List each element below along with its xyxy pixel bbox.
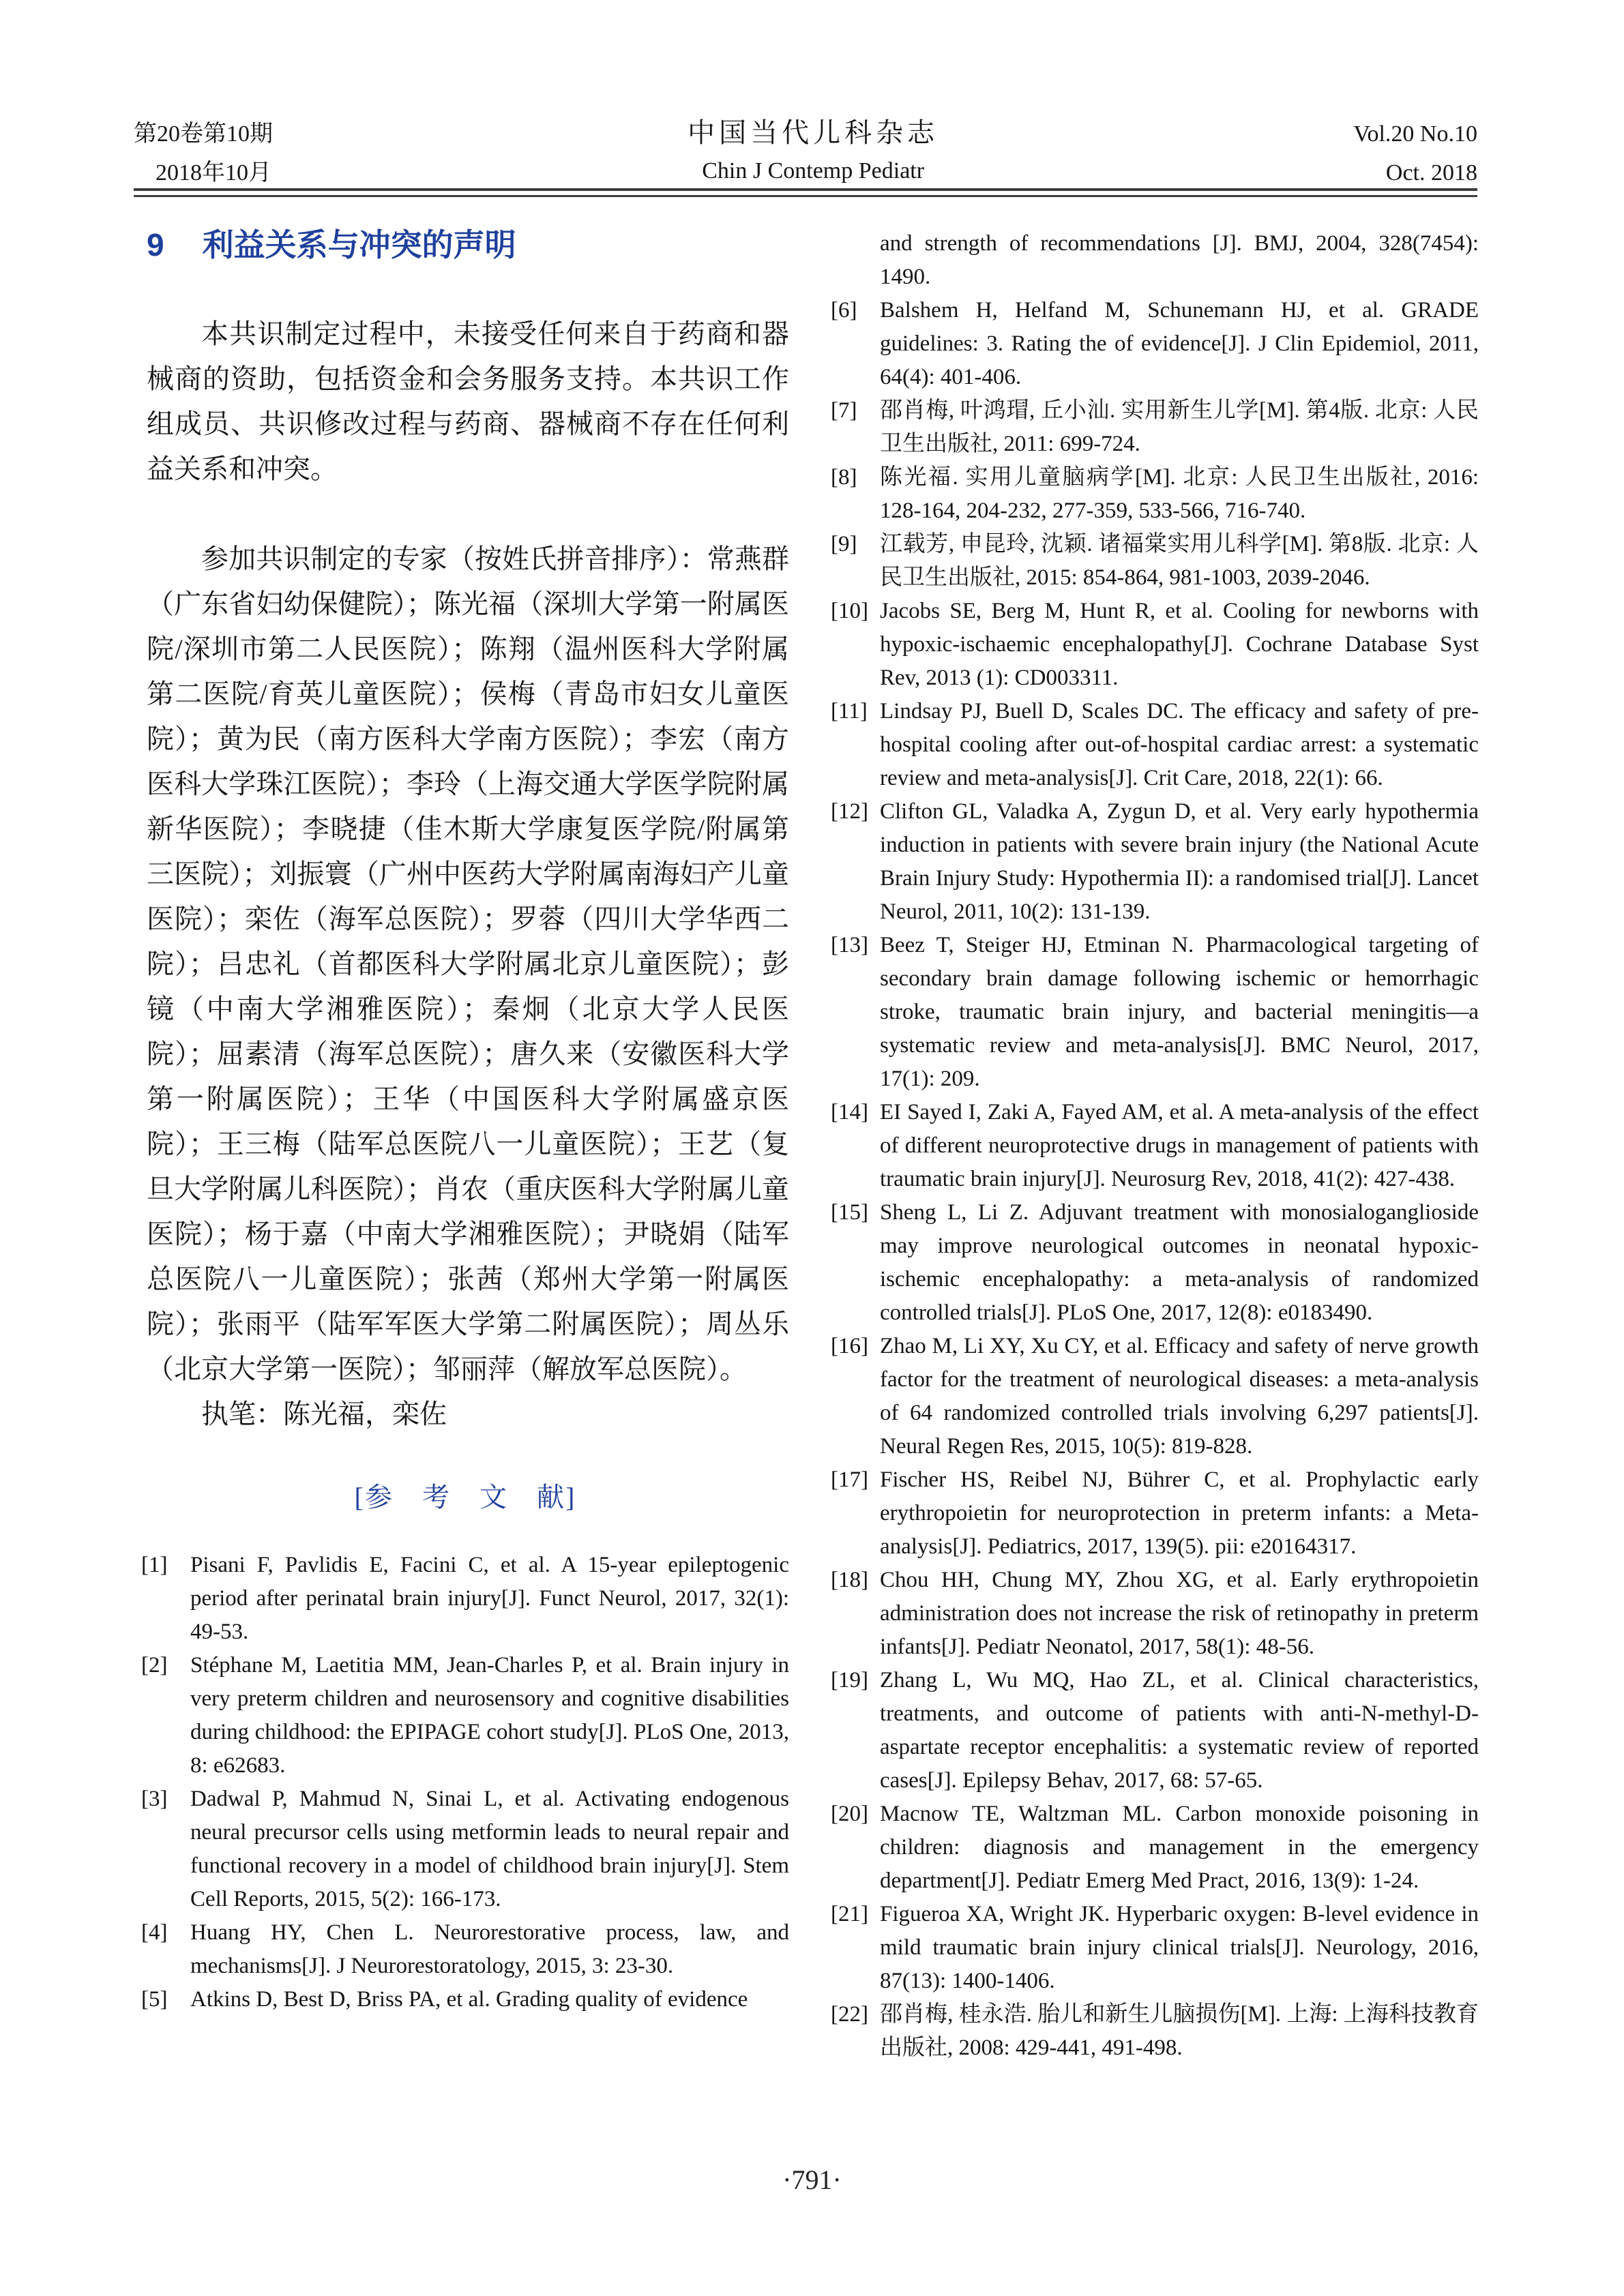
reference-number: [6] [831,298,857,323]
reference-number: [1] [141,1553,168,1577]
reference-text: Clifton GL, Valadka A, Zygun D, et al. Very early hypothermia induction in patients with severe brain injury (the National Acute Brain Injury Study: Hypothermia II): a randomised trial[J]. Lancet Neurol, 2011, 10(2): 131-139. [880,799,1479,924]
reference-number: [9] [831,532,857,556]
page-header [134,115,1477,192]
reference-text: Macnow TE, Waltzman ML. Carbon monoxide poisoning in children: diagnosis and management in the emergency department[J]. Pediatr Emerg Med Pract, 2016, 13(9): 1-24. [880,1802,1479,1893]
reference-item [831,595,1479,695]
byline: 执笔：陈光福，栾佐 [201,1399,447,1429]
header-double-rule [134,188,1477,197]
reference-item [141,1549,789,1649]
header-left [134,115,273,192]
reference-text: Atkins D, Best D, Briss PA, et al. Grading quality of evidence [190,1987,748,2012]
journal-title-en: Chin J Contemp Pediatr [702,158,925,183]
reference-number: [2] [141,1653,168,1678]
reference-number: [22] [831,2002,868,2027]
reference-item [141,1649,789,1783]
reference-item [831,929,1479,1096]
reference-item [831,1330,1479,1463]
paragraph-experts: 参加共识制定的专家（按姓氏拼音排序）：常燕群（广东省妇幼保健院）；陈光福（深圳大学第一附属医院/深圳市第二人民医院）；陈翔（温州医科大学附属第二医院/育英儿童医院）；侯梅（青岛市妇女儿童医院）；黄为民（南方医科大学南方医院）；李宏（南方医科大学珠江医院）；李玲（上海交通大学医学院附属新华医院）；李晓捷（佳木斯大学康复医学院/附属第三医院）；刘振寰（广州中医药大学附属南海妇产儿童医院）；栾佐（海军总医院）；罗蓉（四川大学华西二院）；吕忠礼（首都医科大学附属北京儿童医院）；彭镜（中南大学湘雅医院）；秦炯（北京大学人民医院）；屈素清（海军总医院）；唐久来（安徽医科大学第一附属医院）；王华（中国医科大学附属盛京医院）；王三梅（陆军总医院八一儿童医院）；王艺（复旦大学附属儿科医院）；肖农（重庆医科大学附属儿童医院）；杨于嘉（中南大学湘雅医院）；尹晓娟（陆军总医院八一儿童医院）；张茜（郑州大学第一附属医院）；张雨平（陆军军医大学第二附属医院）；周丛乐（北京大学第一医院）；邹丽萍（解放军总医院）。 [147,543,789,1384]
reference-number: [10] [831,599,868,623]
reference-item [831,528,1479,595]
reference-number: [21] [831,1902,868,1926]
reference-item [141,1983,789,2016]
reference-item [831,1196,1479,1330]
reference-item [831,1564,1479,1664]
reference-list-left [141,1549,789,2016]
paragraph-disclosure: 本共识制定过程中，未接受任何来自于药商和器械商的资助，包括资金和会务服务支持。本共识工作组成员、共识修改过程与药商、器械商不存在任何利益关系和冲突。 [147,318,789,484]
reference-text: Chou HH, Chung MY, Zhou XG, et al. Early erythropoietin administration does not increase the risk of retinopathy in preterm infants[J]. Pediatr Neonatol, 2017, 58(1): 48-56. [880,1568,1479,1659]
reference-text: 江载芳, 申昆玲, 沈颖. 诸福棠实用儿科学[M]. 第8版. 北京: 人民卫生出版社, 2015: 854-864, 981-1003, 2039-2046. [880,532,1479,590]
reference-list-right [831,294,1479,2065]
reference-number: [12] [831,799,868,824]
reference-item [831,294,1479,394]
reference-number: [4] [141,1920,168,1945]
reference-number: [5] [141,1987,168,2012]
section-number: 9 [147,227,164,263]
reference-text: Figueroa XA, Wright JK. Hyperbaric oxygen: B-level evidence in mild traumatic brain injury clinical trials[J]. Neurology, 2016, 87(13): 1400-1406. [880,1902,1479,1993]
references-header: [参 考 文 献] [354,1482,576,1512]
reference-item [831,1096,1479,1196]
reference-text: Jacobs SE, Berg M, Hunt R, et al. Cooling for newborns with hypoxic-ischaemic encephalopathy[J]. Cochrane Database Syst Rev, 2013 (1): CD003311. [880,599,1479,690]
header-date-en: Oct. 2018 [1385,160,1477,185]
section-heading [147,227,789,263]
right-column [831,227,1479,2065]
reference-text: Zhang L, Wu MQ, Hao ZL, et al. Clinical characteristics, treatments, and outcome of patients with anti-N-methyl-D-aspartate receptor encephalitis: a systematic review of reported cases[J]. Epilepsy Behav, 2017, 68: 57-65. [880,1668,1479,1793]
header-volume-issue-en: Vol.20 No.10 [1353,121,1477,147]
reference-item [831,795,1479,929]
reference-item [141,1783,789,1916]
reference-number: [20] [831,1802,868,1826]
reference-number: [7] [831,398,857,423]
reference-number: [8] [831,465,857,490]
journal-title-cn: 中国当代儿科杂志 [688,117,939,148]
reference-text: Beez T, Steiger HJ, Etminan N. Pharmacological targeting of secondary brain damage following ischemic or hemorrhagic stroke, traumatic brain injury, and bacterial meningitis—a systematic review and meta-analysis[J]. BMC Neurol, 2017, 17(1): 209. [880,933,1479,1091]
reference-number: [19] [831,1668,868,1693]
reference-item [141,1916,789,1983]
reference-text: Pisani F, Pavlidis E, Facini C, et al. A 15-year epileptogenic period after perinatal brain injury[J]. Funct Neurol, 2017, 32(1): 49-53. [190,1553,789,1644]
section-title: 利益关系与冲突的声明 [202,227,516,263]
reference-item [831,1898,1479,1998]
reference-text: EI Sayed I, Zaki A, Fayed AM, et al. A meta-analysis of the effect of different neuroprotective drugs in management of patients with traumatic brain injury[J]. Neurosurg Rev, 2018, 41(2): 427-438. [880,1100,1479,1191]
header-date-cn: 2018年10月 [156,160,271,185]
header-right [1353,115,1477,192]
reference-item [831,1998,1479,2065]
reference-item [831,695,1479,795]
page-number: ·791· [782,2164,842,2195]
reference-text: Sheng L, Li Z. Adjuvant treatment with monosialoganglioside may improve neurological outcomes in neonatal hypoxic-ischemic encephalopathy: a meta-analysis of randomized controlled trials[J]. PLoS One, 2017, 12(8): e0183490. [880,1200,1479,1325]
page-footer [0,2163,1624,2197]
reference-number: [13] [831,933,868,957]
reference-number: [17] [831,1467,868,1492]
reference-text: Huang HY, Chen L. Neurorestorative process, law, and mechanisms[J]. J Neurorestoratology, 2015, 3: 23-30. [190,1920,789,1978]
header-center [688,115,939,191]
reference-text: 陈光福. 实用儿童脑病学[M]. 北京: 人民卫生出版社, 2016: 128-164, 204-232, 277-359, 533-566, 716-740. [880,465,1479,523]
left-column [141,227,789,2016]
reference-number: [14] [831,1100,868,1124]
reference-text: Dadwal P, Mahmud N, Sinai L, et al. Activating endogenous neural precursor cells using metformin leads to neural repair and functional recovery in a model of childhood brain injury[J]. Stem Cell Reports, 2015, 5(2): 166-173. [190,1787,789,1911]
reference-item [831,461,1479,528]
reference-text: Stéphane M, Laetitia MM, Jean-Charles P, et al. Brain injury in very preterm children and neurosensory and cognitive disabilities during childhood: the EPIPAGE cohort study[J]. PLoS One, 2013, 8: e62683. [190,1653,789,1778]
reference-text: Zhao M, Li XY, Xu CY, et al. Efficacy and safety of nerve growth factor for the treatment of neurological diseases: a meta-analysis of 64 randomized controlled trials involving 6,297 patients[J]. Neural Regen Res, 2015, 10(5): 819-828. [880,1334,1479,1459]
reference-number: [16] [831,1334,868,1358]
reference-number: [18] [831,1568,868,1592]
reference-text: 邵肖梅, 桂永浩. 胎儿和新生儿脑损伤[M]. 上海: 上海科技教育出版社, 2008: 429-441, 491-498. [880,2002,1479,2060]
reference-text: Fischer HS, Reibel NJ, Bührer C, et al. Prophylactic early erythropoietin for neuroprotection in preterm infants: a Meta-analysis[J]. Pediatrics, 2017, 139(5). pii: e20164317. [880,1467,1479,1559]
reference-number: [11] [831,699,868,724]
reference-number: [15] [831,1200,868,1225]
header-volume-issue-cn: 第20卷第10期 [134,121,273,147]
reference-number: [3] [141,1787,168,1811]
reference-item [831,1664,1479,1798]
reference-item [831,1463,1479,1564]
reference-item [831,394,1479,461]
reference-5-continuation: and strength of recommendations [J]. BMJ, 2004, 328(7454): 1490. [880,231,1479,289]
reference-text: Lindsay PJ, Buell D, Scales DC. The efficacy and safety of pre-hospital cooling after out-of-hospital cardiac arrest: a systematic review and meta-analysis[J]. Crit Care, 2018, 22(1): 66. [880,699,1479,790]
reference-item [831,1798,1479,1898]
reference-text: 邵肖梅, 叶鸿瑁, 丘小汕. 实用新生儿学[M]. 第4版. 北京: 人民卫生出版社, 2011: 699-724. [880,398,1479,456]
reference-text: Balshem H, Helfand M, Schunemann HJ, et al. GRADE guidelines: 3. Rating the of evidence[J]. J Clin Epidemiol, 2011, 64(4): 401-406. [880,298,1479,389]
